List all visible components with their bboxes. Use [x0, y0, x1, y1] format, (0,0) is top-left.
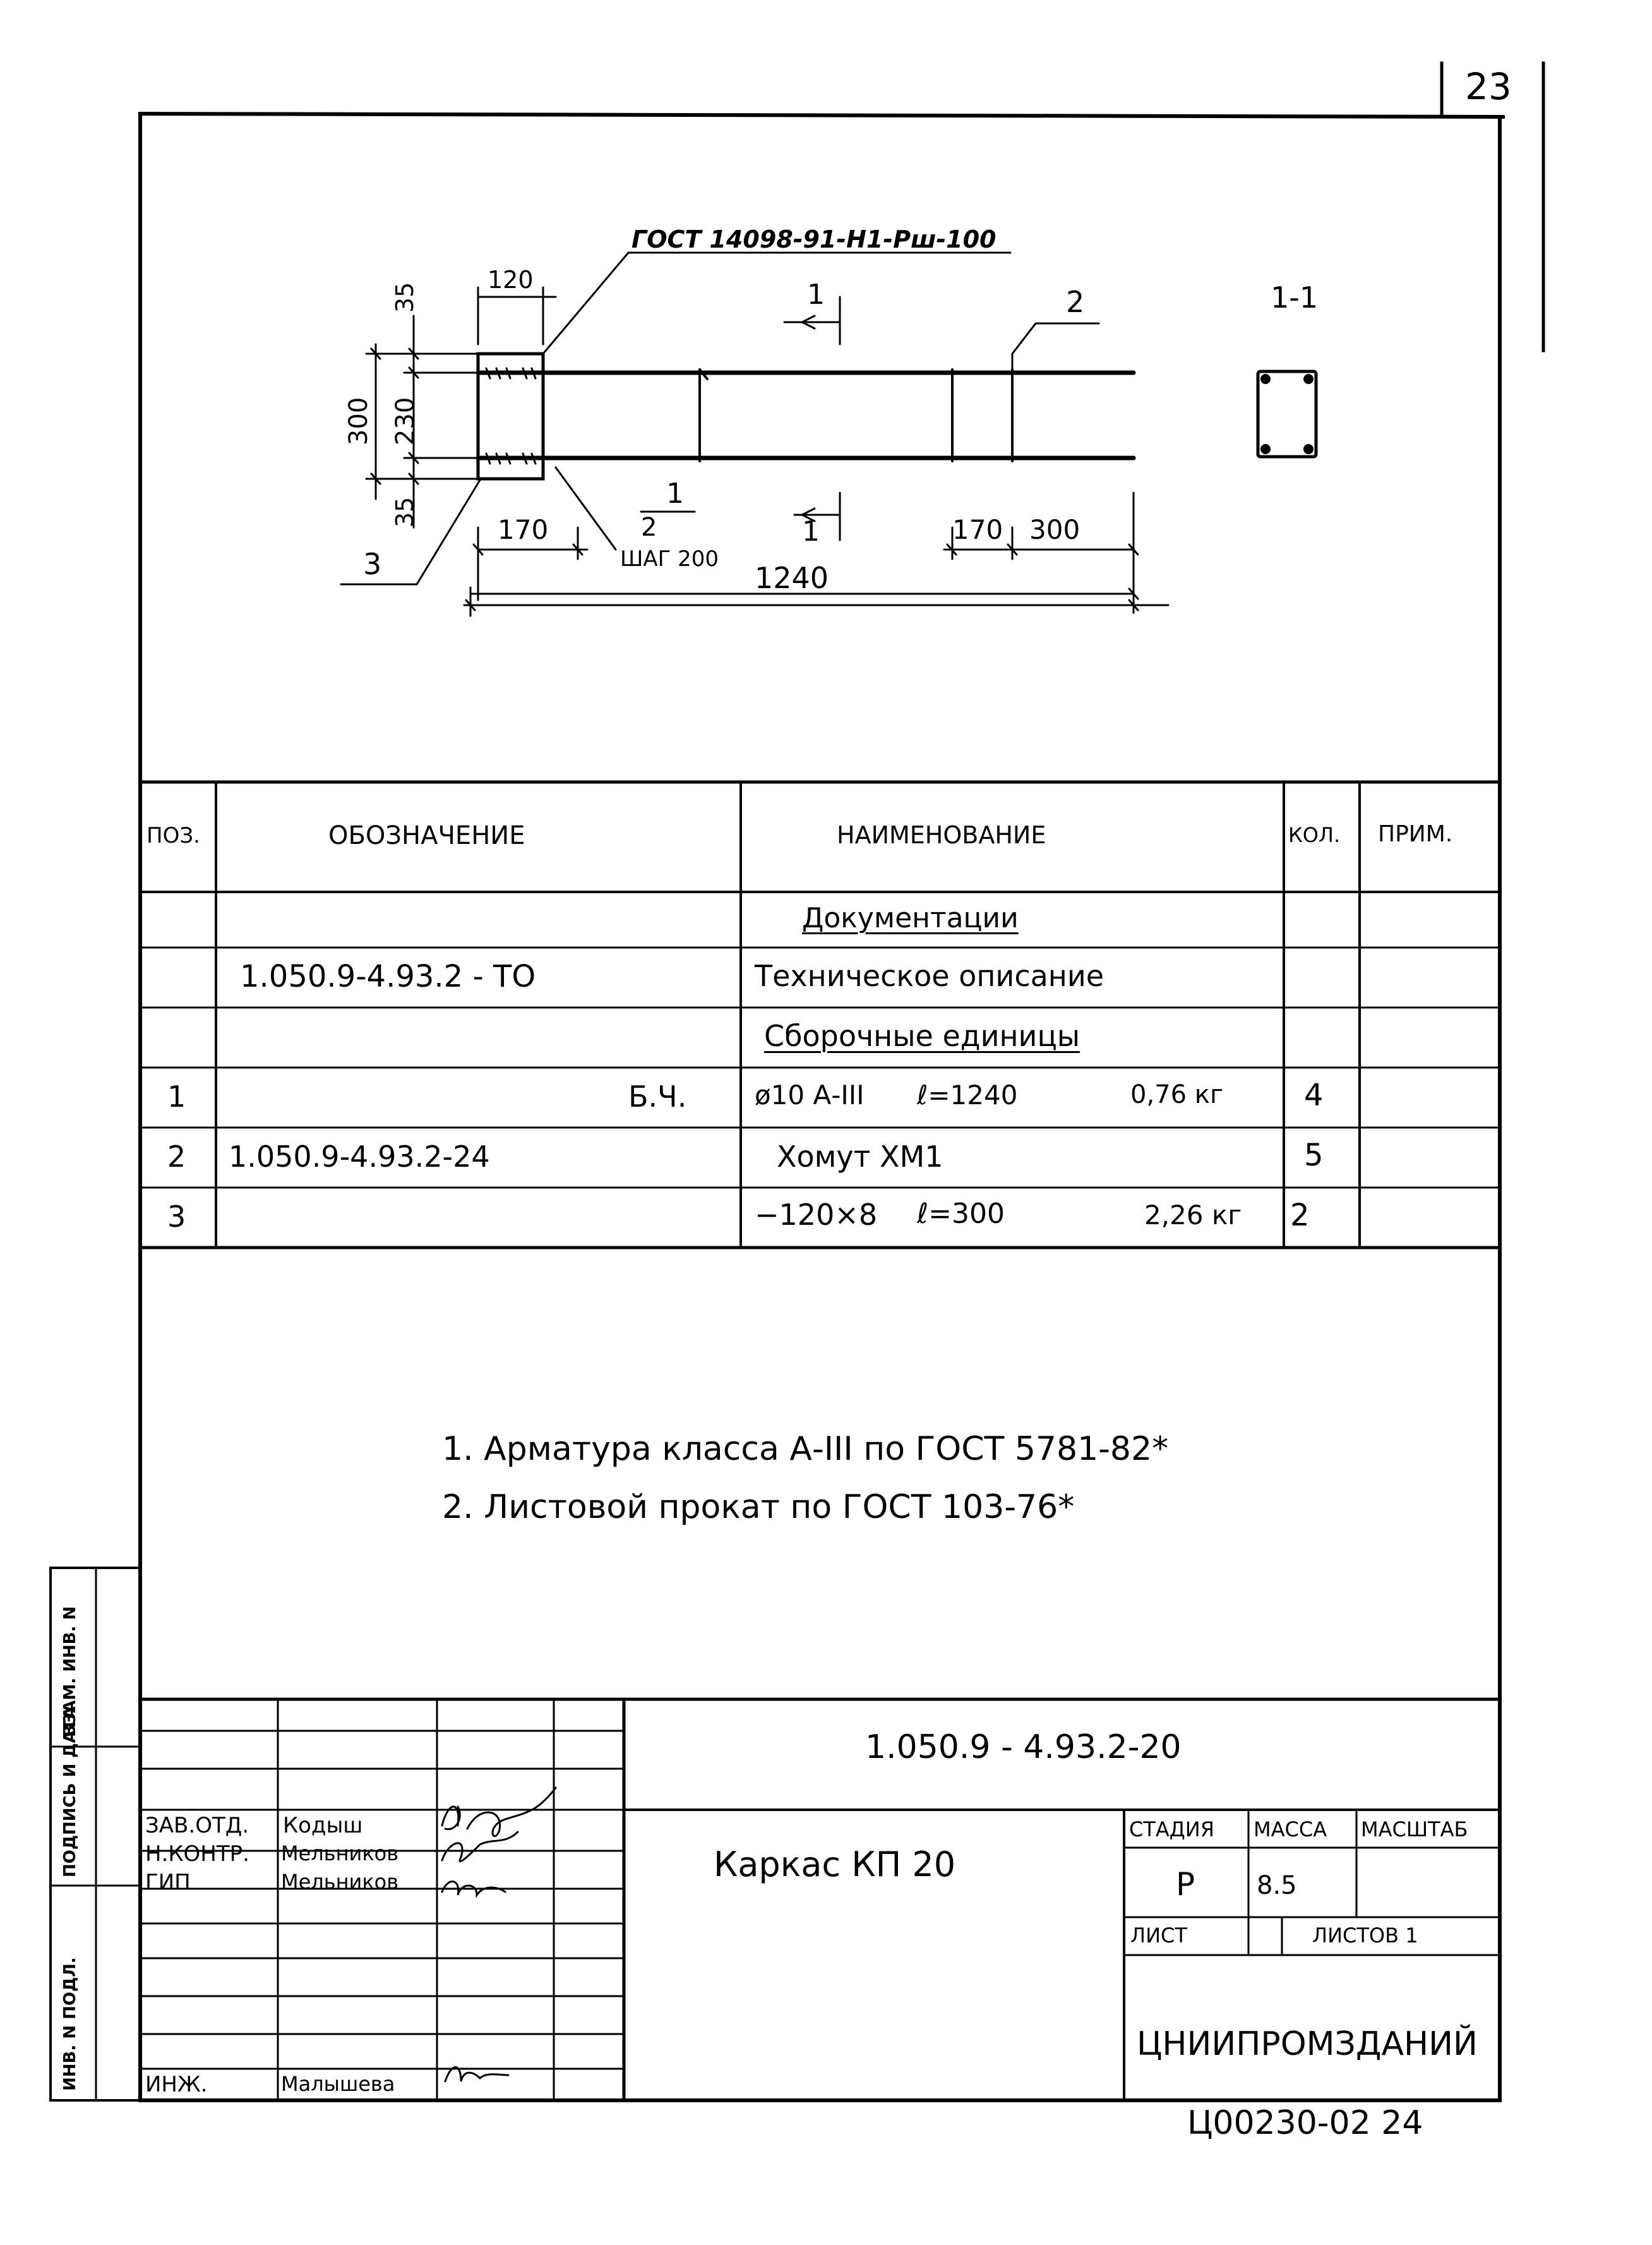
- row-1-length: ℓ=1240: [917, 1080, 1018, 1110]
- row-name-documentation: Документации: [802, 902, 1019, 934]
- note-2: 2. Листовой прокат по ГОСТ 103-76*: [442, 1488, 1075, 1526]
- row-1-designation: Б.Ч.: [628, 1080, 687, 1114]
- role-gip: ГИП: [145, 1870, 191, 1895]
- step-label: ШАГ 200: [620, 546, 719, 572]
- person-n-kontr: Мельников: [281, 1841, 399, 1865]
- dim-1240: 1240: [755, 561, 829, 595]
- position-2-step-label: 2: [641, 513, 657, 542]
- row-1-pos: 1: [167, 1080, 186, 1114]
- sheet-number: 23: [1465, 65, 1512, 108]
- dim-120: 120: [488, 266, 534, 294]
- mass-label: МАССА: [1254, 1817, 1327, 1841]
- row-3-qty: 2: [1290, 1198, 1310, 1233]
- header-pos: ПОЗ.: [147, 823, 200, 848]
- section-title: 1-1: [1271, 280, 1319, 315]
- mass-value: 8.5: [1257, 1871, 1297, 1900]
- dim-35-top: 35: [391, 282, 419, 313]
- row-3-name: −120×8: [755, 1198, 878, 1232]
- header-designation: ОБОЗНАЧЕНИЕ: [328, 821, 525, 850]
- position-1-label: 1: [666, 478, 684, 510]
- position-3-label: 3: [363, 547, 382, 581]
- dim-230: 230: [391, 397, 420, 445]
- side-label-signature-date: ПОДПИСЬ И ДАТА: [61, 1706, 80, 1877]
- section-mark-bottom: 1: [802, 515, 820, 548]
- row-1-qty: 4: [1304, 1078, 1324, 1113]
- row-2-qty: 5: [1304, 1138, 1324, 1173]
- dim-300-right: 300: [1029, 514, 1080, 545]
- product-name: Каркас КП 20: [714, 1845, 956, 1884]
- row-name-assembly-units: Сборочные единицы: [764, 1019, 1080, 1053]
- stage-label: СТАДИЯ: [1129, 1817, 1214, 1841]
- sheet-label: ЛИСТ: [1130, 1923, 1187, 1947]
- row-3-length: ℓ=300: [917, 1198, 1005, 1230]
- row-2-designation: 1.050.9-4.93.2-24: [229, 1140, 490, 1174]
- row-name-description: Техническое описание: [755, 959, 1104, 993]
- side-label-inv-podl: ИНВ. N ПОДЛ.: [61, 1957, 80, 2091]
- scale-label: МАСШТАБ: [1361, 1817, 1468, 1841]
- role-n-kontr: Н.КОНТР.: [145, 1841, 249, 1867]
- dim-300: 300: [344, 397, 373, 445]
- row-3-pos: 3: [167, 1200, 186, 1234]
- dim-170-right: 170: [952, 514, 1003, 545]
- row-2-pos: 2: [167, 1140, 186, 1174]
- note-1: 1. Арматура класса А-III по ГОСТ 5781-82*: [442, 1430, 1169, 1468]
- position-2-label: 2: [1066, 285, 1085, 319]
- header-name: НАИМЕНОВАНИЕ: [837, 821, 1046, 849]
- header-qty: КОЛ.: [1288, 823, 1341, 847]
- side-label-inv-zam: ВЗАМ. ИНВ. N: [61, 1606, 80, 1737]
- row-1-name: ø10 А-III: [755, 1080, 865, 1110]
- organization-name: ЦНИИПРОМЗДАНИЙ: [1137, 2025, 1478, 2063]
- row-2-name: Хомут ХМ1: [777, 1140, 943, 1174]
- row-3-mass: 2,26 кг: [1144, 1200, 1242, 1231]
- stage-value: Р: [1176, 1866, 1195, 1903]
- gost-label: ГОСТ 14098-91-Н1-Рш-100: [631, 226, 997, 253]
- sheets-label: ЛИСТОВ 1: [1312, 1923, 1418, 1947]
- section-mark-top: 1: [807, 279, 825, 311]
- document-code: 1.050.9 - 4.93.2-20: [865, 1728, 1182, 1766]
- dim-35-bottom: 35: [391, 497, 419, 527]
- row-designation-to: 1.050.9-4.93.2 - ТО: [240, 959, 536, 994]
- role-zav-otd: ЗАВ.ОТД.: [145, 1813, 249, 1838]
- row-1-mass: 0,76 кг: [1130, 1080, 1223, 1109]
- person-gip: Мельников: [281, 1870, 399, 1894]
- person-inzh: Малышева: [281, 2072, 395, 2096]
- role-inzh: ИНЖ.: [145, 2072, 208, 2097]
- person-zav-otd: Кодыш: [283, 1813, 363, 1838]
- header-note: ПРИМ.: [1378, 821, 1453, 847]
- dim-170-left: 170: [498, 514, 549, 545]
- archive-number: Ц00230-02 24: [1187, 2104, 1423, 2142]
